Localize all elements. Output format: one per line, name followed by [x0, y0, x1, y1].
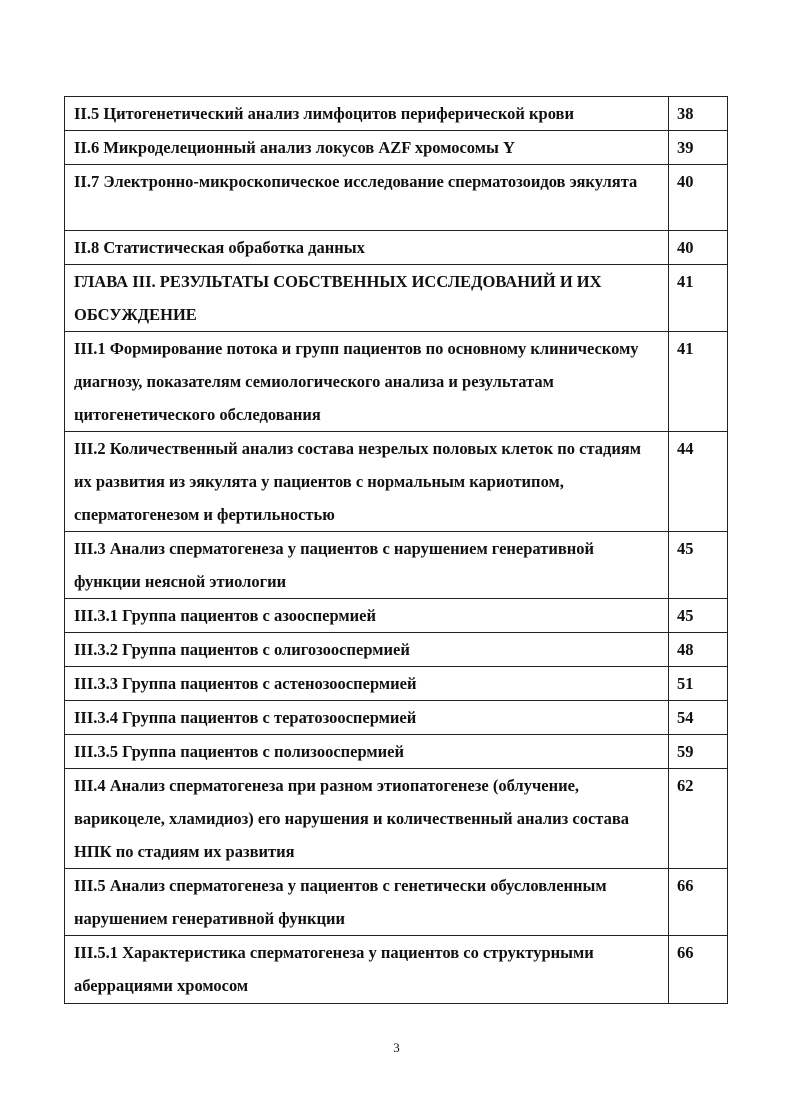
- toc-page: 39: [669, 131, 728, 165]
- toc-row: [65, 667, 728, 701]
- toc-page: 62: [669, 769, 728, 869]
- toc-title: III.3.5 Группа пациентов с полизооспермией: [65, 735, 669, 769]
- toc-page: 45: [669, 599, 728, 633]
- toc-row: [65, 633, 728, 667]
- toc-row: [65, 97, 728, 131]
- toc-page: 38: [669, 97, 728, 131]
- toc-page: 59: [669, 735, 728, 769]
- toc-page: 40: [669, 231, 728, 265]
- toc-row: [65, 332, 728, 432]
- toc-title: III.3 Анализ сперматогенеза у пациентов с нарушением генеративной функции неясной этиологии: [65, 532, 669, 599]
- toc-title: III.3.3 Группа пациентов с астенозооспермией: [65, 667, 669, 701]
- toc-title: II.7 Электронно-микроскопическое исследование сперматозоидов эякулята: [65, 165, 669, 231]
- toc-title: III.5 Анализ сперматогенеза у пациентов с генетически обусловленным нарушением генеративной функции: [65, 869, 669, 936]
- toc-row: [65, 231, 728, 265]
- toc-row: [65, 432, 728, 532]
- toc-page: 54: [669, 701, 728, 735]
- toc-title: III.5.1 Характеристика сперматогенеза у пациентов со структурными аберрациями хромосом: [65, 936, 669, 1004]
- toc-title: III.2 Количественный анализ состава незрелых половых клеток по стадиям их развития из эякулята у пациентов с нормальным кариотипом, сперматогенезом и фертильностью: [65, 432, 669, 532]
- toc-page: 66: [669, 869, 728, 936]
- toc-row: [65, 131, 728, 165]
- toc-row: [65, 769, 728, 869]
- toc-page: 66: [669, 936, 728, 1004]
- toc-row: [65, 265, 728, 332]
- toc-page: 51: [669, 667, 728, 701]
- toc-row: [65, 936, 728, 1004]
- toc-page: 40: [669, 165, 728, 231]
- toc-title: II.5 Цитогенетический анализ лимфоцитов периферической крови: [65, 97, 669, 131]
- toc-title: III.3.4 Группа пациентов с тератозооспермией: [65, 701, 669, 735]
- toc-title: III.3.2 Группа пациентов с олигозооспермией: [65, 633, 669, 667]
- toc-row: [65, 869, 728, 936]
- toc-title: III.1 Формирование потока и групп пациентов по основному клиническому диагнозу, показателям семиологического анализа и результатам цитогенетического обследования: [65, 332, 669, 432]
- toc-title: III.3.1 Группа пациентов с азооспермией: [65, 599, 669, 633]
- toc-row: [65, 735, 728, 769]
- toc-page: 41: [669, 332, 728, 432]
- toc-page: 44: [669, 432, 728, 532]
- toc-title: ГЛАВА III. РЕЗУЛЬТАТЫ СОБСТВЕННЫХ ИССЛЕДОВАНИЙ И ИХ ОБСУЖДЕНИЕ: [65, 265, 669, 332]
- toc-row: [65, 532, 728, 599]
- toc-page: 48: [669, 633, 728, 667]
- page-number: 3: [393, 1040, 400, 1055]
- toc-row: [65, 701, 728, 735]
- toc-table: [64, 96, 728, 1004]
- toc-row: [65, 599, 728, 633]
- toc-page: 41: [669, 265, 728, 332]
- toc-row: [65, 165, 728, 231]
- toc-title: II.6 Микроделеционный анализ локусов AZF хромосомы Y: [65, 131, 669, 165]
- toc-page: 45: [669, 532, 728, 599]
- toc-title: III.4 Анализ сперматогенеза при разном этиопатогенезе (облучение, варикоцеле, хламидиоз) его нарушения и количественный анализ состава НПК по стадиям их развития: [65, 769, 669, 869]
- toc-title: II.8 Статистическая обработка данных: [65, 231, 669, 265]
